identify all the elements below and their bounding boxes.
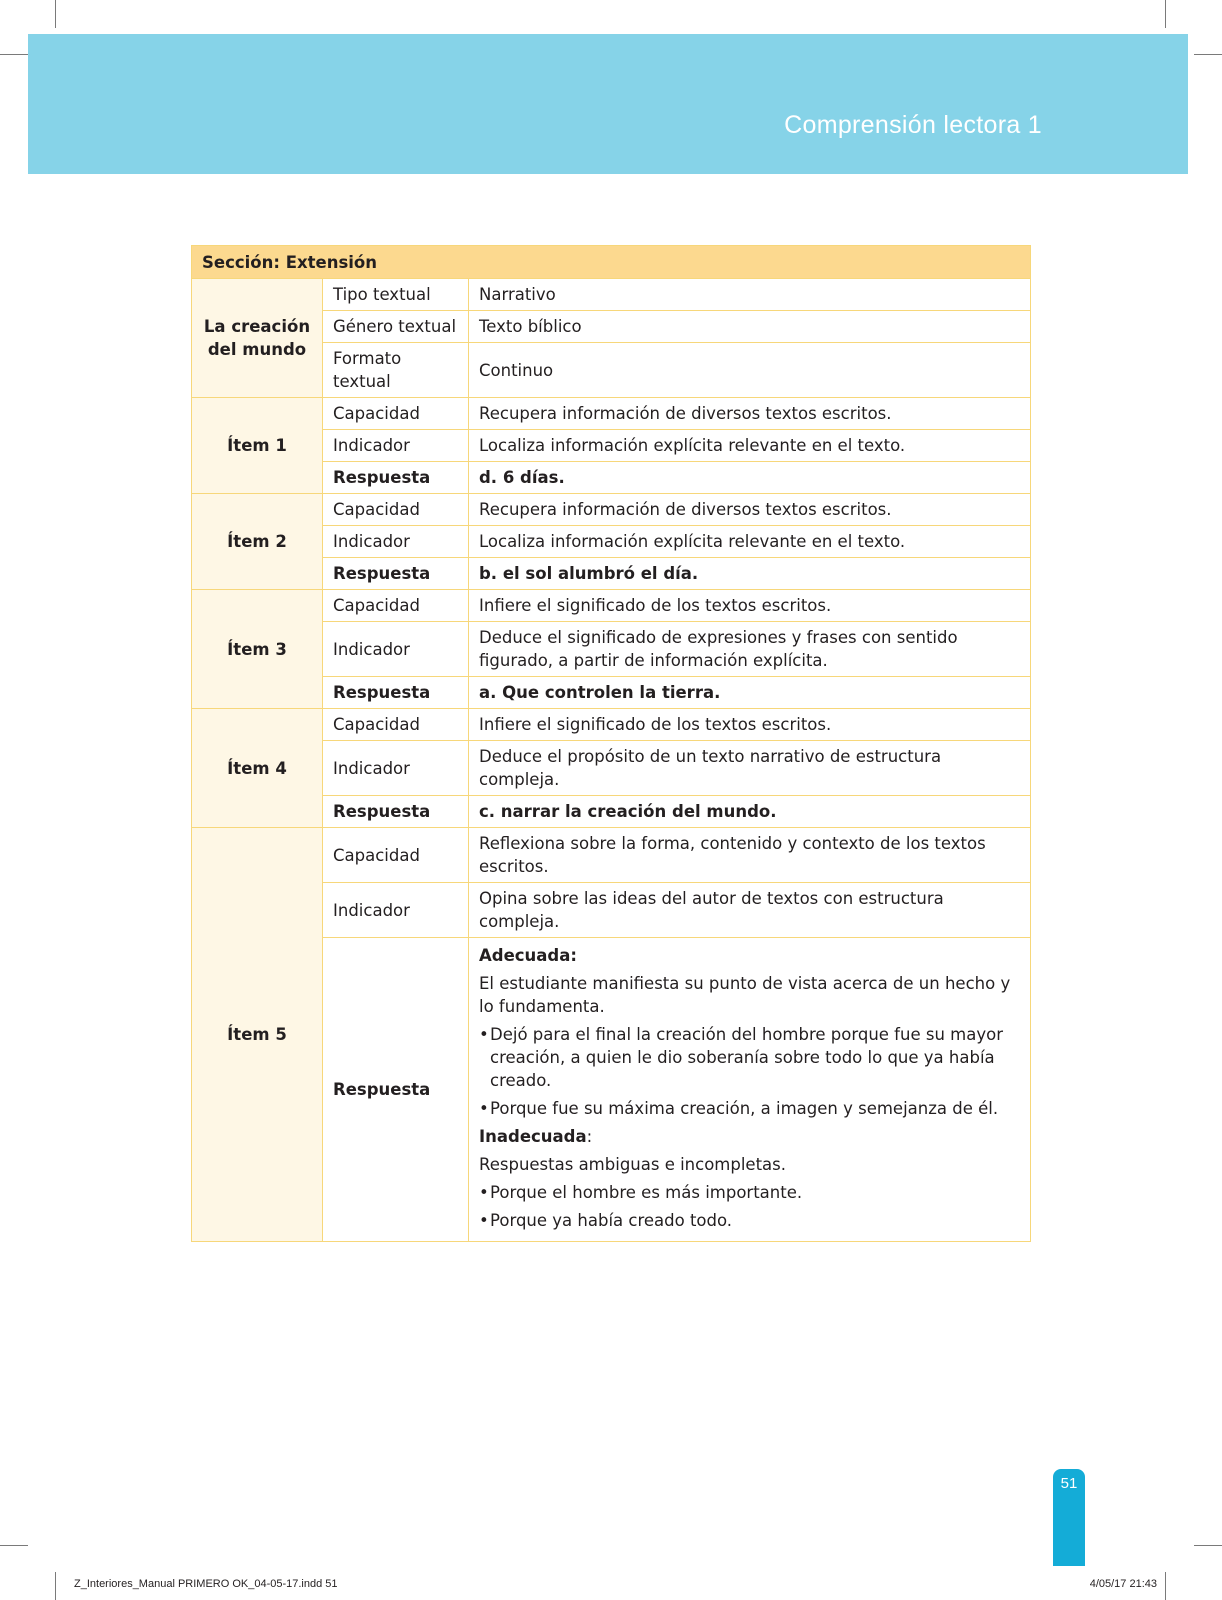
crop-mark bbox=[1194, 54, 1222, 55]
bullet-text: Dejó para el final la creación del hombre porque fue su mayor creación, a quien le dio soberanía sobre todo lo que ya había creado. bbox=[490, 1025, 1003, 1090]
item-label: Ítem 1 bbox=[192, 398, 323, 494]
table-row bbox=[192, 709, 1031, 741]
item-label: Ítem 5 bbox=[192, 828, 323, 1242]
row-key: Capacidad bbox=[323, 709, 469, 741]
answer-value: a. Que controlen la tierra. bbox=[469, 677, 1031, 709]
page-title: Comprensión lectora 1 bbox=[784, 111, 1042, 139]
row-key: Indicador bbox=[323, 430, 469, 462]
inadequate-text: Respuestas ambiguas e incompletas. bbox=[479, 1155, 787, 1174]
bullet-item bbox=[479, 1181, 1020, 1204]
row-key: Respuesta bbox=[323, 938, 469, 1242]
table-row bbox=[192, 828, 1031, 883]
row-value: Infiere el significado de los textos escritos. bbox=[469, 709, 1031, 741]
row-key: Capacidad bbox=[323, 494, 469, 526]
row-value: Reflexiona sobre la forma, contenido y contexto de los textos escritos. bbox=[469, 828, 1031, 883]
row-key: Capacidad bbox=[323, 590, 469, 622]
row-key: Respuesta bbox=[323, 462, 469, 494]
item-label: Ítem 3 bbox=[192, 590, 323, 709]
row-key: Capacidad bbox=[323, 828, 469, 883]
bullet-text: Porque fue su máxima creación, a imagen y semejanza de él. bbox=[490, 1099, 999, 1118]
row-key: Respuesta bbox=[323, 677, 469, 709]
answer-value: b. el sol alumbró el día. bbox=[469, 558, 1031, 590]
row-key: Género textual bbox=[323, 311, 469, 343]
row-key: Indicador bbox=[323, 622, 469, 677]
answer-value: d. 6 días. bbox=[469, 462, 1031, 494]
section-header-row bbox=[192, 246, 1031, 279]
crop-mark bbox=[1194, 1545, 1222, 1546]
inadequate-title-line bbox=[479, 1125, 1020, 1148]
bullet-glyph: • bbox=[479, 1183, 489, 1202]
row-value: Opina sobre las ideas del autor de textos con estructura compleja. bbox=[469, 883, 1031, 938]
bullet-text: Porque ya había creado todo. bbox=[490, 1211, 733, 1230]
row-value: Deduce el significado de expresiones y frases con sentido figurado, a partir de información explícita. bbox=[469, 622, 1031, 677]
bullet-glyph: • bbox=[479, 1025, 489, 1044]
row-key: Capacidad bbox=[323, 398, 469, 430]
item-label: Ítem 2 bbox=[192, 494, 323, 590]
footer-file-info: Z_Interiores_Manual PRIMERO OK_04-05-17.indd 51 bbox=[74, 1578, 338, 1590]
row-key: Respuesta bbox=[323, 796, 469, 828]
evaluation-table bbox=[191, 245, 1031, 1242]
page-number: 51 bbox=[1060, 1475, 1078, 1492]
row-value: Narrativo bbox=[469, 279, 1031, 311]
crop-mark bbox=[0, 54, 28, 55]
row-key: Formato textual bbox=[323, 343, 469, 398]
crop-mark bbox=[55, 1572, 56, 1600]
bullet-text: Porque el hombre es más importante. bbox=[490, 1183, 803, 1202]
row-key: Respuesta bbox=[323, 558, 469, 590]
row-value: Infiere el significado de los textos escritos. bbox=[469, 590, 1031, 622]
crop-mark bbox=[1165, 0, 1166, 28]
header-band bbox=[28, 34, 1188, 174]
row-key: Indicador bbox=[323, 526, 469, 558]
table-row bbox=[192, 590, 1031, 622]
row-value: Localiza información explícita relevante en el texto. bbox=[469, 430, 1031, 462]
bullet-item bbox=[479, 1209, 1020, 1232]
adequate-title: Adecuada: bbox=[479, 946, 577, 965]
row-value: Deduce el propósito de un texto narrativo de estructura compleja. bbox=[469, 741, 1031, 796]
section-title: Sección: Extensión bbox=[192, 246, 1031, 279]
adequate-text: El estudiante manifiesta su punto de vista acerca de un hecho y lo fundamenta. bbox=[479, 974, 1011, 1016]
item-label: Ítem 4 bbox=[192, 709, 323, 828]
bullet-item bbox=[479, 1023, 1020, 1092]
bullet-glyph: • bbox=[479, 1099, 489, 1118]
bullet-glyph: • bbox=[479, 1211, 489, 1230]
row-value: Continuo bbox=[469, 343, 1031, 398]
row-value: Recupera información de diversos textos escritos. bbox=[469, 494, 1031, 526]
text-label: La creación del mundo bbox=[192, 279, 323, 398]
row-value: Localiza información explícita relevante en el texto. bbox=[469, 526, 1031, 558]
row-key: Indicador bbox=[323, 883, 469, 938]
answer-block bbox=[469, 938, 1031, 1242]
footer-timestamp: 4/05/17 21:43 bbox=[1089, 1578, 1157, 1590]
crop-mark bbox=[1165, 1572, 1166, 1600]
row-key: Tipo textual bbox=[323, 279, 469, 311]
row-value: Recupera información de diversos textos escritos. bbox=[469, 398, 1031, 430]
inadequate-colon: : bbox=[586, 1127, 593, 1146]
inadequate-title: Inadecuada bbox=[479, 1127, 587, 1146]
answer-value: c. narrar la creación del mundo. bbox=[469, 796, 1031, 828]
table-row bbox=[192, 398, 1031, 430]
table-row bbox=[192, 494, 1031, 526]
row-key: Indicador bbox=[323, 741, 469, 796]
bullet-item bbox=[479, 1097, 1020, 1120]
crop-mark bbox=[55, 0, 56, 28]
row-value: Texto bíblico bbox=[469, 311, 1031, 343]
crop-mark bbox=[0, 1545, 28, 1546]
table-row bbox=[192, 279, 1031, 311]
